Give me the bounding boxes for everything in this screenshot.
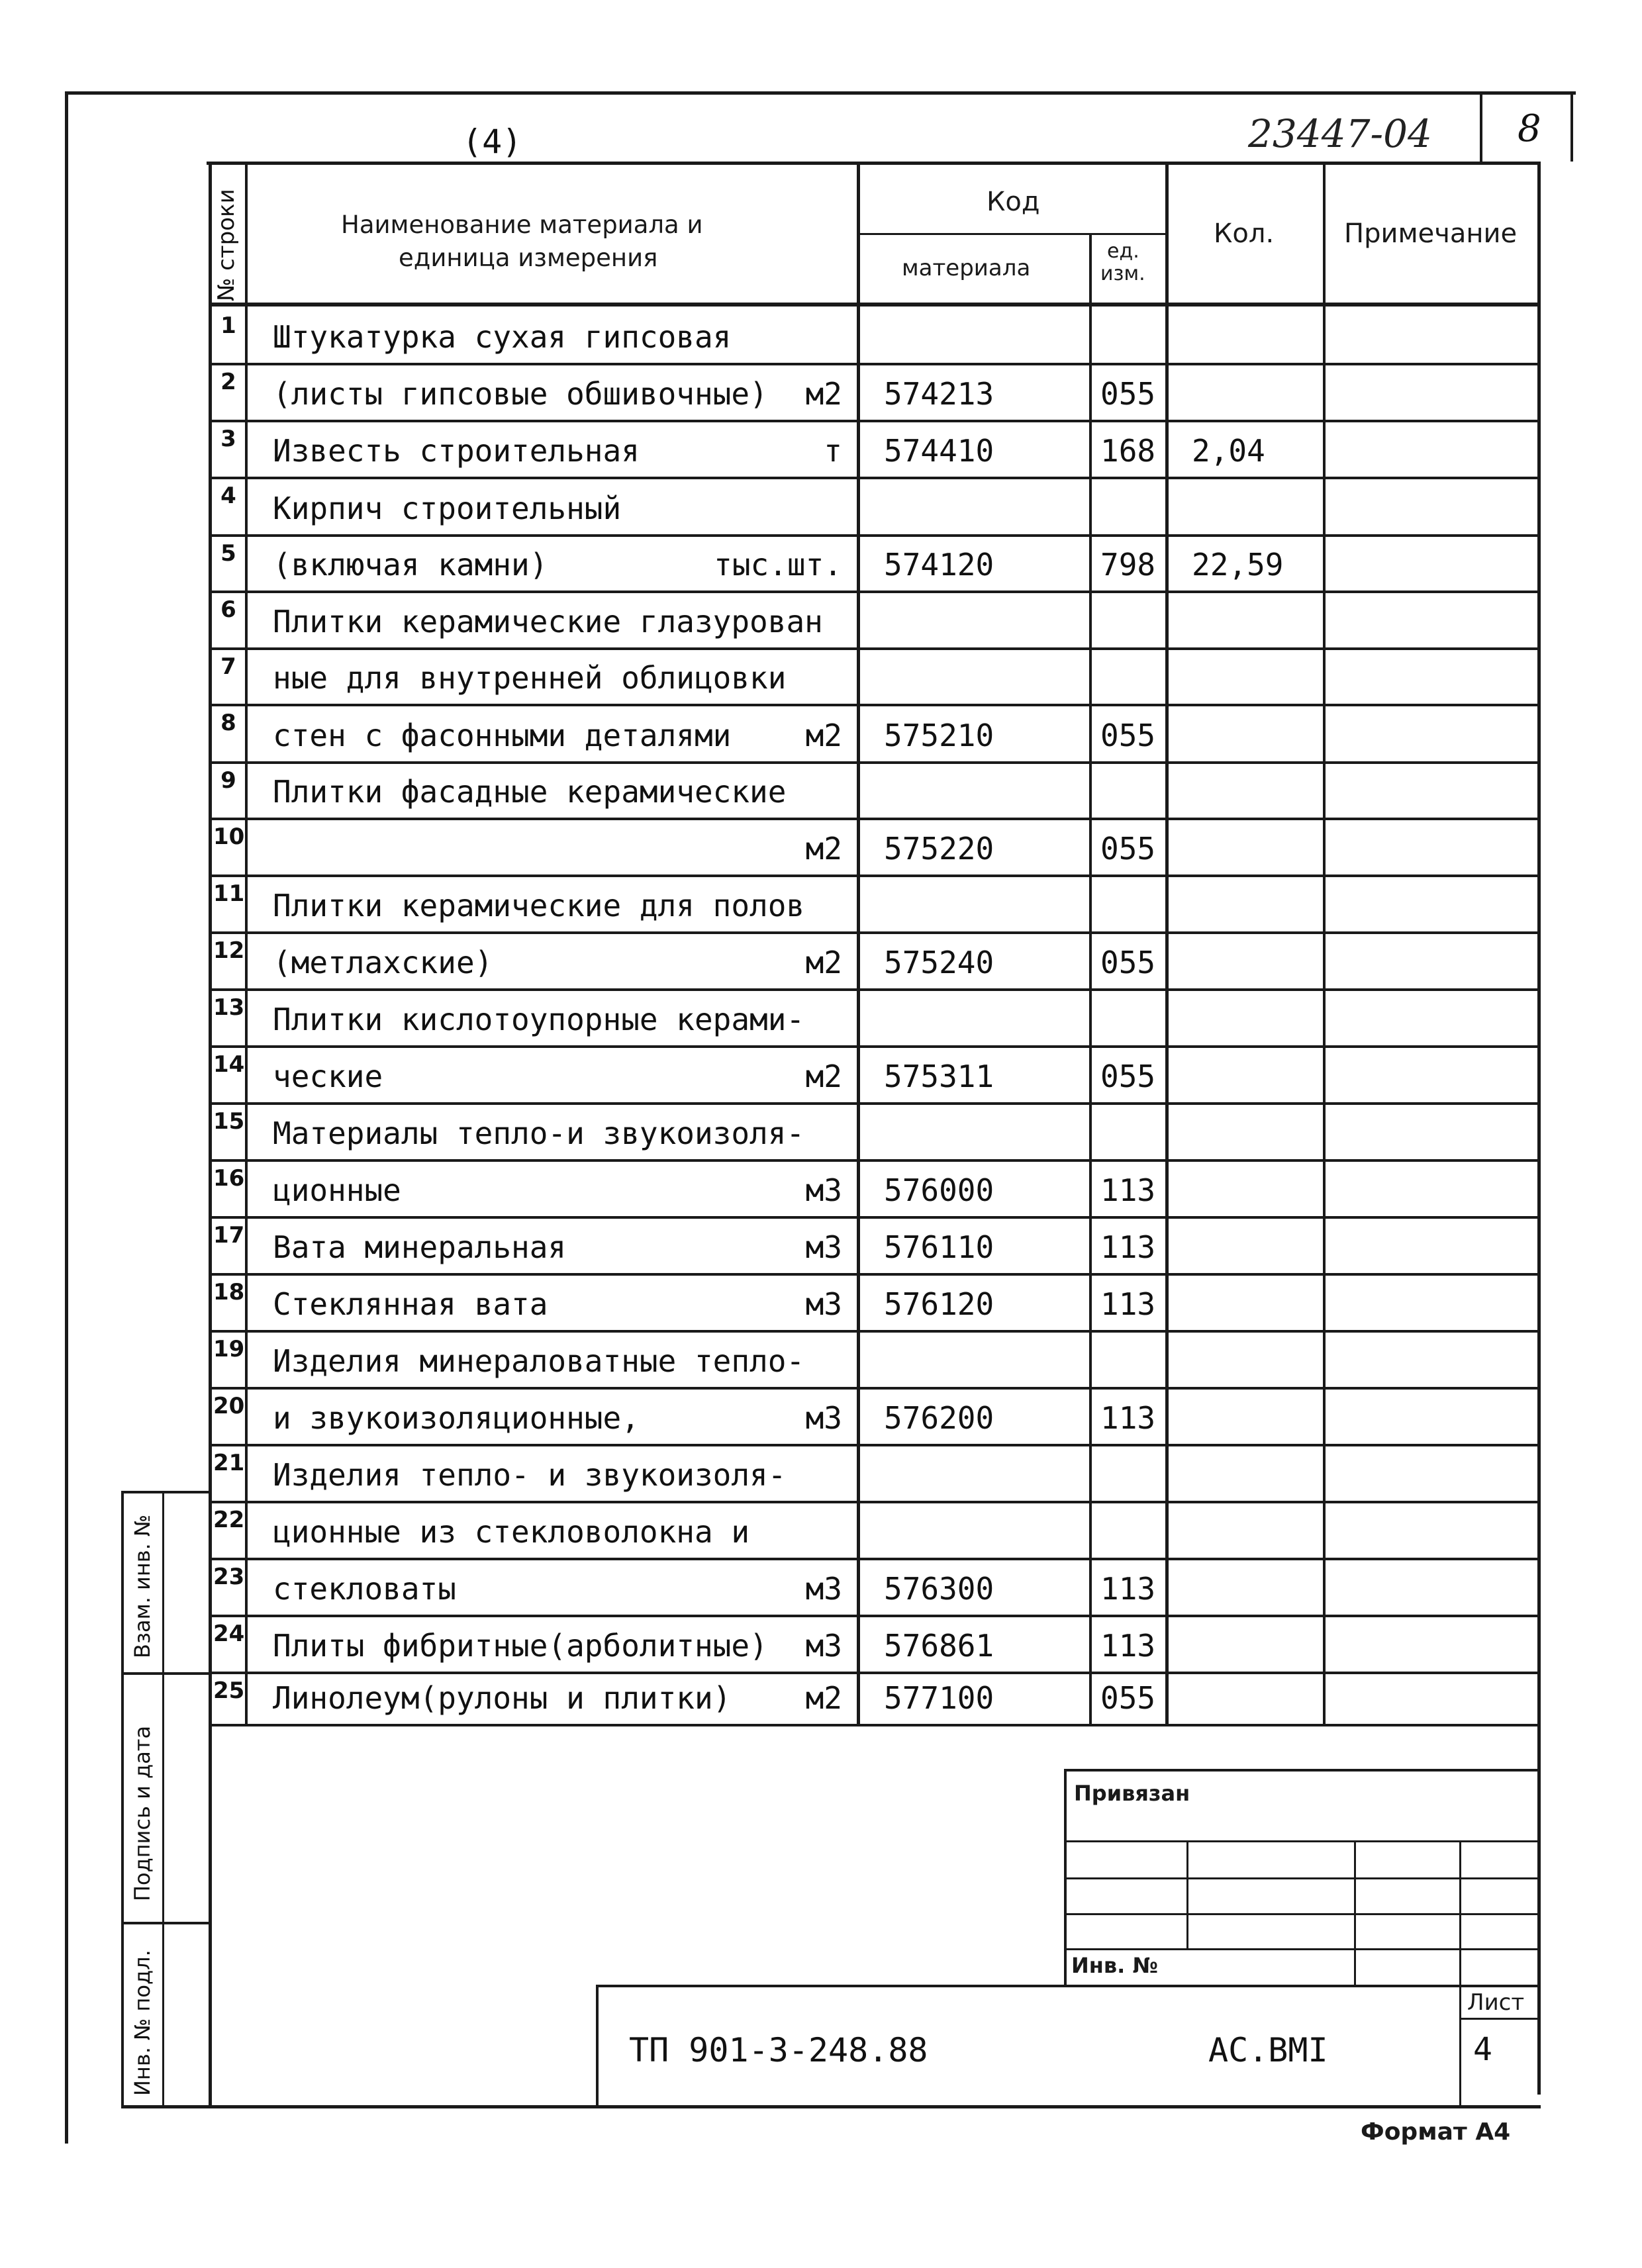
material-name: Изделия тепло- и звукоизоля- [273,1457,787,1493]
material-code: 574213 [884,376,994,412]
row-separator [209,1724,1541,1726]
material-code: 576120 [884,1286,994,1322]
row-separator [209,1216,1541,1219]
header-note: Примечание [1344,218,1518,249]
row-number: 18 [213,1279,245,1305]
material-code: 576000 [884,1172,994,1208]
material-name: Плитки керамические глазурован [273,604,823,639]
col-line-note [1323,162,1326,1724]
material-name: (листы гипсовые обшивочные) [273,376,768,412]
row-number: 22 [213,1507,245,1533]
unit-code: 055 [1100,1059,1156,1094]
header-name-line2: единица измерения [399,244,658,272]
material-name: ционные из стекловолокна и [273,1514,750,1550]
material-name: Плитки кислотоупорные керами- [273,1002,805,1037]
row-separator [209,1159,1541,1162]
material-code: 576861 [884,1628,994,1664]
material-code: 574120 [884,547,994,583]
material-name: (метлахские) [273,945,493,980]
row-number: 16 [213,1165,245,1192]
row-number: 25 [213,1677,245,1704]
material-name: Известь строительная [273,433,640,469]
tb-v3 [1459,1840,1461,2105]
page-marker: (4) [462,122,522,161]
tb-h2 [1064,1877,1541,1879]
row-number: 9 [220,767,236,794]
footer-format: Формат А4 [1361,2118,1511,2146]
material-name: Штукатурка сухая гипсовая [273,319,732,355]
row-separator [209,988,1541,991]
row-separator [209,420,1541,422]
row-separator [209,647,1541,650]
row-separator [209,931,1541,934]
stamp-vzam-inv: Взам. инв. № [130,1514,155,1658]
col-line-name [245,162,248,1724]
unit-label: м2 [805,945,842,980]
unit-code: 055 [1100,376,1156,412]
material-name: Стеклянная вата [273,1286,548,1322]
quantity: 22,59 [1192,547,1284,583]
frame-inner-top [207,162,1541,165]
row-number: 24 [213,1621,245,1647]
unit-label: т [824,433,842,469]
unit-code: 113 [1100,1628,1156,1664]
stamp-split-2 [121,1922,211,1924]
unit-code: 113 [1100,1172,1156,1208]
unit-label: м3 [805,1172,842,1208]
quantity: 2,04 [1192,433,1265,469]
tb-h3 [1064,1913,1541,1915]
unit-label: м3 [805,1286,842,1322]
unit-code: 055 [1100,831,1156,867]
col-line-code [857,162,860,1724]
tb-h1 [1064,1840,1541,1842]
frame-left [65,91,68,2144]
material-code: 575311 [884,1059,994,1094]
material-name: Вата минеральная [273,1229,567,1265]
row-separator [209,874,1541,877]
tb-main-top [596,1985,1541,1987]
frame-right [1537,162,1541,2095]
material-name: ческие [273,1059,383,1094]
row-separator [209,1102,1541,1105]
row-separator [209,1558,1541,1560]
tb-list-label: Лист [1467,1989,1525,2016]
header-code-unit-1: ед. [1107,240,1139,263]
material-name: ционные [273,1172,401,1208]
stamp-split-1 [121,1672,211,1675]
row-number: 6 [220,596,236,623]
material-name: Плитки керамические для полов [273,888,805,923]
row-number: 7 [220,653,236,680]
row-number: 13 [213,994,245,1021]
material-name: и звукоизоляционные, [273,1400,640,1436]
row-separator [209,591,1541,593]
row-number: 23 [213,1564,245,1590]
tb-main-left [596,1985,599,2108]
material-code: 576110 [884,1229,994,1265]
unit-code: 055 [1100,718,1156,753]
unit-label: м2 [805,1680,842,1716]
unit-code: 113 [1100,1571,1156,1607]
unit-label: м3 [805,1400,842,1436]
row-number: 14 [213,1051,245,1078]
row-number: 10 [213,824,245,850]
unit-label: м2 [805,718,842,753]
material-name: Кирпич строительный [273,491,622,526]
material-name: Плитки фасадные керамические [273,774,787,810]
frame-right-top [1570,93,1573,162]
unit-code: 798 [1100,547,1156,583]
unit-code: 055 [1100,1680,1156,1716]
row-number: 3 [220,426,236,452]
row-separator [209,1444,1541,1446]
col-line-qty [1165,162,1169,1724]
sheet-corner-divider [1480,93,1482,162]
unit-code: 113 [1100,1400,1156,1436]
row-number: 2 [220,369,236,395]
row-number: 4 [220,483,236,509]
row-separator [209,1615,1541,1617]
row-number: 15 [213,1108,245,1135]
stamp-podpis-data: Подпись и дата [130,1725,155,1901]
tb-v2 [1354,1840,1356,1985]
material-name: (включая камни) [273,547,548,583]
tb-list-no: 4 [1473,2031,1492,2068]
material-code: 576200 [884,1400,994,1436]
material-name: Изделия минераловатные тепло- [273,1343,805,1379]
material-name: стен с фасонными деталями [273,718,732,753]
tb-h4 [1064,1948,1541,1950]
tb-v1 [1186,1840,1188,1948]
unit-label: м2 [805,831,842,867]
row-separator [209,1501,1541,1503]
header-code-material: материала [902,255,1031,281]
tb-list-split [1459,2018,1541,2020]
unit-label: м3 [805,1628,842,1664]
tb-privyazan: Привязан [1074,1781,1190,1806]
stamp-top [121,1491,211,1493]
row-separator [209,534,1541,537]
stamp-col-mid [162,1491,164,2108]
row-separator [209,818,1541,820]
unit-label: м3 [805,1571,842,1607]
material-code: 576300 [884,1571,994,1607]
header-name-line1: Наименование материала и [341,211,703,239]
doc-number: 23447-04 [1248,111,1432,156]
row-separator [209,1273,1541,1276]
unit-code: 168 [1100,433,1156,469]
row-number: 19 [213,1336,245,1362]
stamp-inv-podl: Инв. № подл. [130,1950,155,2096]
material-name: ные для внутренней облицовки [273,660,787,696]
tb-inv-no: Инв. № [1071,1953,1158,1978]
tb-doc-code: ТП 901-3-248.88 [629,2031,928,2069]
frame-bottom [121,2105,1541,2108]
row-separator [209,363,1541,365]
row-separator [209,1387,1541,1390]
row-number: 20 [213,1393,245,1419]
material-code: 575210 [884,718,994,753]
row-separator [209,761,1541,764]
header-code-split [857,233,1168,235]
material-code: 575220 [884,831,994,867]
material-code: 577100 [884,1680,994,1716]
frame-top [66,91,1576,95]
row-number: 21 [213,1450,245,1476]
header-code-unit-2: изм. [1100,262,1145,285]
unit-label: м2 [805,1059,842,1094]
unit-label: м2 [805,376,842,412]
material-code: 575240 [884,945,994,980]
row-separator [209,1330,1541,1333]
unit-code: 055 [1100,945,1156,980]
row-number: 8 [220,710,236,736]
row-number: 17 [213,1222,245,1249]
row-number: 12 [213,937,245,964]
header-row-number: № строки [213,189,240,301]
unit-label: тыс.шт. [714,547,842,583]
material-name: Линолеум(рулоны и плитки) [273,1680,732,1716]
header-qty: Кол. [1214,218,1275,249]
row-number: 11 [213,880,245,907]
unit-label: м3 [805,1229,842,1265]
material-name: стекловаты [273,1571,456,1607]
material-name: Плиты фибритные(арболитные) [273,1628,768,1664]
unit-code: 113 [1100,1229,1156,1265]
stamp-col-left [121,1491,124,2108]
material-name: Материалы тепло-и звукоизоля- [273,1115,805,1151]
row-number: 5 [220,540,236,567]
header-bottom-rule [209,303,1541,307]
row-separator [209,1045,1541,1048]
material-code: 574410 [884,433,994,469]
unit-code: 113 [1100,1286,1156,1322]
sheet-corner-number: 8 [1518,107,1541,150]
row-separator [209,1672,1541,1674]
row-number: 1 [220,312,236,339]
header-code: Код [987,187,1040,217]
tb-top [1064,1769,1541,1772]
frame-inner-left [209,162,212,2108]
row-separator [209,704,1541,706]
row-separator [209,477,1541,479]
tb-mark: АС.ВМI [1208,2031,1328,2069]
